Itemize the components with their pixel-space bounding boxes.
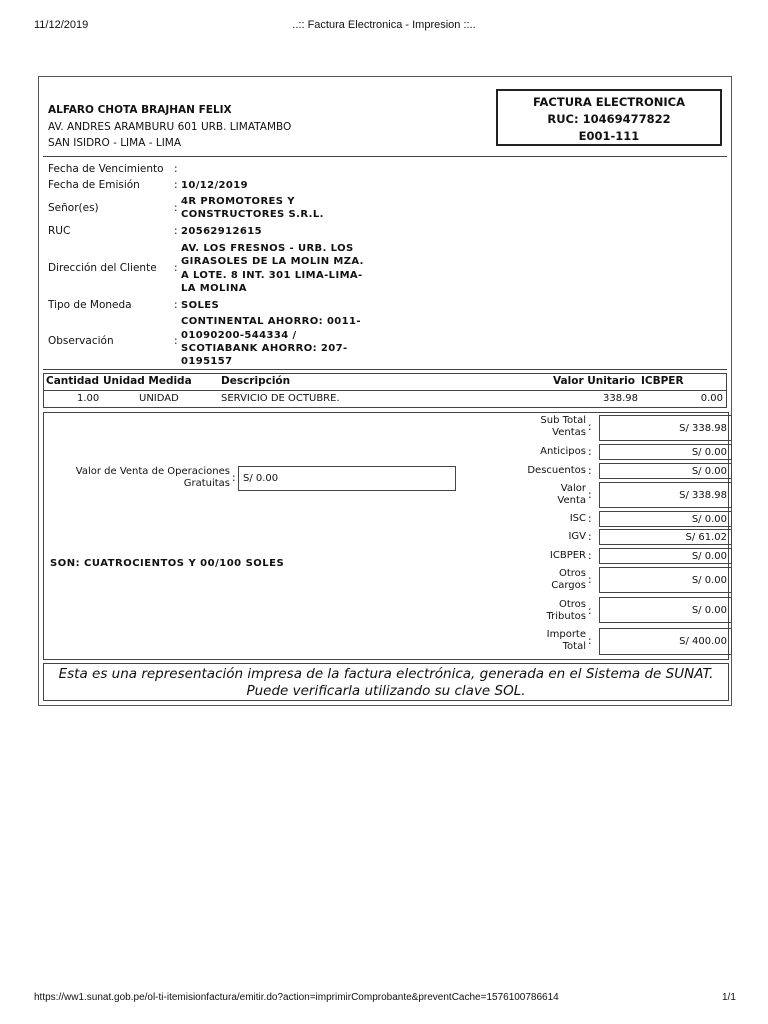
divider — [44, 390, 726, 391]
divider — [43, 156, 727, 157]
colon: : — [588, 513, 592, 525]
observacion-label: Observación — [48, 335, 114, 347]
totals-area — [43, 412, 729, 660]
igv-value: S/ 61.02 — [599, 529, 732, 545]
moneda-label: Tipo de Moneda — [48, 299, 132, 311]
descuentos-value: S/ 0.00 — [599, 463, 732, 479]
print-page-number: 1/1 — [722, 992, 736, 1003]
totals-label-1: Anticipos — [540, 446, 586, 457]
observacion-value-1: CONTINENTAL AHORRO: 0011- — [181, 316, 361, 327]
colon: : — [174, 225, 178, 237]
colon: : — [174, 299, 178, 311]
invoice — [38, 76, 732, 706]
totals-label-1: Valor — [560, 483, 586, 494]
gratuitas-label-2: Gratuitas — [183, 478, 230, 489]
colon: : — [174, 179, 178, 191]
row-cantidad: 1.00 — [77, 393, 100, 404]
isc-value: S/ 0.00 — [599, 511, 732, 527]
direccion-label: Dirección del Cliente — [48, 262, 157, 274]
colon: : — [174, 335, 178, 347]
colon: : — [588, 465, 592, 477]
gratuitas-value: S/ 0.00 — [238, 466, 456, 491]
totals-label-1: ISC — [569, 513, 586, 524]
col-descripcion: Descripción — [221, 375, 291, 387]
print-url: https://ww1.sunat.gob.pe/ol-ti-itemisionfactura/emitir.do?action=imprimirComprobante&preventCache=1576100786614 — [34, 992, 559, 1003]
gratuitas-label — [64, 466, 230, 490]
observacion-value-2: 01090200-544334 / — [181, 330, 297, 341]
totals-label-1: Descuentos — [527, 465, 586, 476]
print-date: 11/12/2019 — [34, 19, 89, 31]
colon: : — [588, 605, 592, 617]
colon: : — [588, 550, 592, 562]
col-cantidad: Cantidad — [46, 375, 100, 387]
direccion-value-3: A LOTE. 8 INT. 301 LIMA-LIMA- — [181, 270, 363, 281]
colon: : — [588, 421, 592, 433]
document-number: E001-111 — [578, 129, 640, 143]
colon: : — [588, 574, 592, 586]
colon: : — [588, 635, 592, 647]
totals-label-2: Ventas — [552, 427, 586, 438]
document-type: FACTURA ELECTRONICA — [532, 95, 685, 109]
colon: : — [174, 163, 178, 175]
totals-label-2: Cargos — [551, 580, 586, 591]
direccion-value-4: LA MOLINA — [181, 283, 247, 294]
colon: : — [232, 472, 236, 484]
totals-label-1: ICBPER — [549, 550, 586, 561]
sunat-notice: Esta es una representación impresa de la factura electrónica, generada en el Sistema de SUNAT. Puede verificarla utilizando su clave SOL. — [43, 663, 729, 701]
row-icbper: 0.00 — [700, 393, 723, 404]
amount-in-words: SON: CUATROCIENTOS Y 00/100 SOLES — [50, 558, 285, 569]
colon: : — [174, 262, 178, 274]
vencimiento-label: Fecha de Vencimiento — [48, 163, 164, 175]
importe-total-value: S/ 400.00 — [599, 628, 732, 655]
colon: : — [588, 446, 592, 458]
issuer-address-2: SAN ISIDRO - LIMA - LIMA — [48, 137, 182, 149]
senor-value-2: CONSTRUCTORES S.R.L. — [181, 209, 324, 220]
senor-label: Señor(es) — [48, 202, 99, 214]
document-title-box — [496, 89, 722, 146]
issuer-name: ALFARO CHOTA BRAJHAN FELIX — [48, 104, 232, 116]
print-title: ..:: Factura Electronica - Impresion ::.. — [292, 19, 476, 31]
totals-label-2: Venta — [557, 495, 586, 506]
ruc-value: 20562912615 — [181, 226, 262, 237]
row-descripcion: SERVICIO DE OCTUBRE. — [221, 393, 340, 404]
observacion-value-4: 0195157 — [181, 356, 233, 367]
otros-tributos-value: S/ 0.00 — [599, 597, 732, 623]
col-valor-unitario: Valor Unitario — [553, 375, 635, 387]
icbper-value: S/ 0.00 — [599, 548, 732, 564]
gratuitas-label-1: Valor de Venta de Operaciones — [75, 466, 230, 477]
direccion-value-2: GIRASOLES DE LA MOLIN MZA. — [181, 256, 364, 267]
emision-label: Fecha de Emisión — [48, 179, 140, 191]
ruc-label: RUC — [48, 225, 71, 237]
colon: : — [174, 202, 178, 214]
items-table — [43, 373, 727, 408]
totals-label-2: Tributos — [546, 611, 586, 622]
valor-venta-value: S/ 338.98 — [599, 482, 732, 508]
direccion-value-1: AV. LOS FRESNOS - URB. LOS — [181, 243, 354, 254]
divider — [43, 369, 727, 370]
anticipos-value: S/ 0.00 — [599, 444, 732, 460]
document-ruc: RUC: 10469477822 — [547, 112, 671, 126]
totals-label-1: Otros — [558, 568, 586, 579]
emision-value: 10/12/2019 — [181, 180, 248, 191]
colon: : — [588, 489, 592, 501]
totals-label-1: Otros — [558, 599, 586, 610]
totals-label-1: Sub Total — [540, 415, 586, 426]
col-unidad: Unidad Medida — [103, 375, 192, 387]
issuer-address-1: AV. ANDRES ARAMBURU 601 URB. LIMATAMBO — [48, 121, 292, 133]
sub-total-value: S/ 338.98 — [599, 415, 732, 441]
otros-cargos-value: S/ 0.00 — [599, 567, 732, 593]
totals-label-2: Total — [562, 641, 586, 652]
observacion-value-3: SCOTIABANK AHORRO: 207- — [181, 343, 348, 354]
colon: : — [588, 531, 592, 543]
totals-label-1: IGV — [568, 531, 586, 542]
row-valor-unitario: 338.98 — [603, 393, 638, 404]
col-icbper: ICBPER — [641, 375, 684, 387]
row-unidad: UNIDAD — [139, 393, 179, 404]
moneda-value: SOLES — [181, 300, 220, 311]
totals-label-1: Importe — [546, 629, 586, 640]
senor-value-1: 4R PROMOTORES Y — [181, 196, 295, 207]
